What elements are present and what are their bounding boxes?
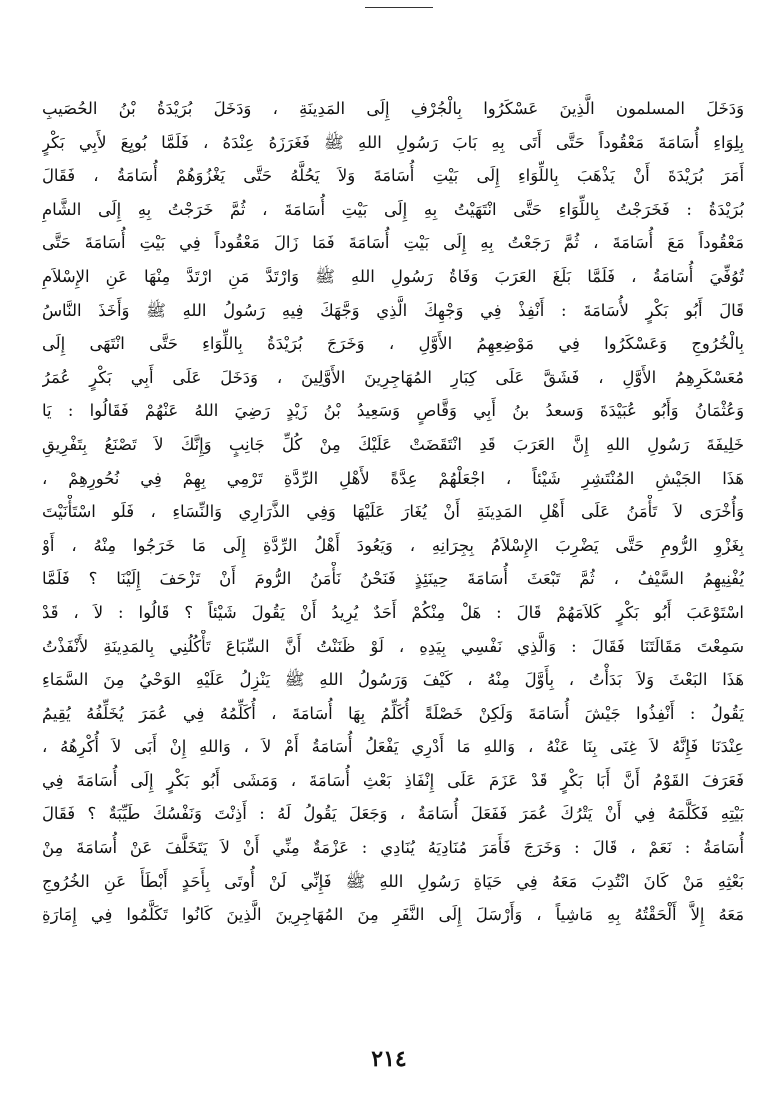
text-line: بُرَيْدَةُ : فَخَرَجْتُ بِاللِّوَاءِ حَتَّى انْتَهَيْتُ بِهِ إِلَى بَيْتِ أُسَامَةَ ، ثُمَّ خَرَجْتُ بِهِ إِلَى الشَّامِ (42, 199, 744, 219)
text-line: أَمَرَ بُرَيْدَةَ أَنْ يَذْهَبَ بِاللِّوَاءِ إِلَى بَيْتِ أُسَامَةَ وَلاَ يَحُلَّهُ حَتَّى يَغْزُوَهُمْ أُسَامَةُ ، فَقَالَ (42, 166, 744, 186)
text-line: بِغَزْوِ الرُّومِ حَتَّى يَضْرِبَ الإِسْلاَمُ بِجِرَانِهِ ، وَيَعُودَ أَهْلُ الرِّدَّةِ إِلَى مَا خَرَجُوا مِنْهُ ، أَوْ (42, 535, 744, 555)
top-rule (365, 7, 433, 8)
text-line: سَمِعْتَ مَقَالَتَنَا فَقَالَ : وَالَّذِي نَفْسِي بِيَدِهِ ، لَوْ ظَنَنْتُ أَنَّ السِّبَاعَ تَأْكُلُنِي بِالمَدِينَةِ لأَنْفَذْتُ (42, 636, 744, 656)
text-line: بَعْثِهِ مَنْ كَانَ انْتُدِبَ مَعَهُ فِي حَيَاةِ رَسُولِ اللهِ ﷺ فَإِنِّي لَنْ أُوتَى بِأَحَدٍ أَبْطَأَ عَنِ الخُرُوجِ (42, 871, 744, 891)
text-line: هَذَا البَعْثَ وَلاَ بَدَأْتُ ، بِأَوَّلَ مِنْهُ ، كَيْفَ وَرَسُولُ اللهِ ﷺ يَنْزِلُ عَلَيْهِ الوَحْيُ مِنَ السَّمَاءِ (42, 670, 744, 690)
text-line: هَذَا الجَيْشِ المُنْتَشِرِ شَيْئاً ، اجْعَلْهُمْ عِدَّةً لأَهْلِ الرِّدَّةِ تَرْمِي بِهِمْ فِي نُحُورِهِمْ ، (42, 468, 744, 488)
text-line: مَعْقُوداً مَعَ أُسَامَةَ ، ثُمَّ رَجَعْتُ بِهِ إِلَى بَيْتِ أُسَامَةَ فَمَا زَالَ مَعْقُوداً فِي بَيْتِ أُسَامَةَ حَتَّى (42, 233, 744, 253)
text-line: أُسَامَةُ : نَعَمْ ، قَالَ : وَخَرَجَ فَأَمَرَ مُنَادِيَهُ يُنَادِي : عَزْمَةٌ مِنِّي أَنْ لاَ يَتَخَلَّفَ عَنْ أُسَامَةَ مِنْ (42, 838, 744, 858)
text-line: عِنْدَنَا فَإِنَّهُ لاَ غِنَى بِنَا عَنْهُ ، وَاللهِ مَا أَدْرِي يَفْعَلُ أُسَامَةُ أَمْ لاَ ، وَاللهِ إِنْ أَبَى لاَ أُكْرِهُهُ ، (42, 737, 744, 757)
text-line: وَعُثْمَانُ وَأَبُو عُبَيْدَةَ وَسعدُ بنُ أَبِي وَقَّاصٍ وَسَعِيدُ بْنُ زَيْدٍ رَضِيَ اللهُ عَنْهُمْ فَقَالُوا : يَا (42, 401, 744, 421)
text-line: يَقُولُ : أَنْفِذُوا جَيْشَ أُسَامَةَ وَلَكِنْ خَصْلَةً أُكَلِّمُ بِهَا أُسَامَةَ ، أُكَلِّمُهُ فِي عُمَرَ يُخَلِّفُهُ يُقِيمُ (42, 703, 744, 723)
text-line: يُفْنِيهِمُ السَّيْفُ ، ثُمَّ تَبْعَثَ أُسَامَةَ حِينَئِذٍ فَنَحْنُ نَأْمَنُ الرُّومَ أَنْ تَزْحَفَ إِلَيْنَا ؟ فَلَمَّا (42, 569, 744, 589)
text-line: وَدَخَلَ المسلمون الَّذِينَ عَسْكَرُوا بِالْجُرْفِ إِلَى المَدِينَةِ ، وَدَخَلَ بُرَيْدَةُ بْنُ الحُصَيبِ (42, 99, 744, 118)
text-line: وَأُخْرَى لاَ تَأْمَنُ عَلَى أَهْلِ المَدِينَةِ أَنْ يُغَارَ عَلَيْهَا وَفِي الذَّرَارِي وَالنِّسَاءِ ، فَلَو اسْتَأْنَيْتَ (42, 502, 744, 522)
page-number: ٢١٤ (371, 1046, 407, 1072)
body-text (42, 92, 744, 932)
text-line: مَعَهُ إِلاَّ أَلْحَقْتُهُ بِهِ مَاشِياً ، وَأَرْسَلَ إِلَى النَّفَرِ مِنَ المُهَاجِرِينَ الَّذِينَ كَانُوا تَكَلَّمُوا فِي إِمَارَةِ (42, 905, 744, 925)
text-line: خَلِيفَةَ رَسُولِ اللهِ إِنَّ العَرَبَ قَدِ انْتَقَضَتْ عَلَيْكَ مِنْ كُلِّ جَانِبٍ وَإِنَّكَ لاَ تَصْنَعُ بِتَفْرِيقِ (42, 434, 744, 454)
text-line: مُعَسْكَرِهِمُ الأَوَّلِ ، فَشَقَّ عَلَى كِبَارِ المُهَاجِرِينَ الأَوَّلِينَ ، وَدَخَلَ عَلَى أَبِي بَكْرٍ عُمَرُ (42, 367, 744, 387)
text-line: اسْتَوْعَبَ أَبُو بَكْرٍ كَلاَمَهُمْ قَالَ : هَلْ مِنْكُمْ أَحَدٌ يُرِيدُ أَنْ يَقُولَ شَيْئاً ؟ قَالُوا : لاَ ، قَدْ (42, 602, 744, 622)
text-line: بِالْخُرُوجِ وَعَسْكَرُوا فِي مَوْضِعِهِمُ الأَوَّلِ ، وَخَرَجَ بُرَيْدَةُ بِاللِّوَاءِ حَتَّى انْتَهَى إِلَى (42, 334, 744, 354)
text-line: بِلِوَاءِ أُسَامَةَ مَعْقُوداً حَتَّى أَتَى بِهِ بَابَ رَسُولِ اللهِ ﷺ فَغَرَزَهُ عِنْدَهُ ، فَلَمَّا بُويِعَ لأَبِي بَكْرٍ (42, 132, 744, 152)
text-line: تُوُفِّيَ أُسَامَةُ ، فَلَمَّا بَلَغَ العَرَبَ وَفَاةُ رَسُولِ اللهِ ﷺ وَارْتَدَّ مَنِ ارْتَدَّ مِنْهَا عَنِ الإِسْلاَمِ (42, 266, 744, 286)
text-line: فَعَرَفَ القَوْمُ أَنَّ أَبَا بَكْرٍ قَدْ عَزَمَ عَلَى إِنْفَاذِ بَعْثِ أُسَامَةَ ، وَمَشَى أَبُو بَكْرٍ إِلَى أُسَامَةَ فِي (42, 770, 744, 790)
text-line: بَيْتِهِ فَكَلَّمَهُ فِي أَنْ يَتْرُكَ عُمَرَ فَفَعَلَ أُسَامَةُ ، وَجَعَلَ يَقُولُ لَهُ : أَذِنْتَ وَنَفْسُكَ طَيِّبَةٌ ؟ فَقَالَ (42, 804, 744, 824)
text-line: قَالَ أَبُو بَكْرٍ لأُسَامَةَ : أَنْفِذْ فِي وَجْهِكَ الَّذِي وَجَّهَكَ فِيهِ رَسُولُ اللهِ ﷺ وَأَخَذَ النَّاسُ (42, 300, 744, 320)
